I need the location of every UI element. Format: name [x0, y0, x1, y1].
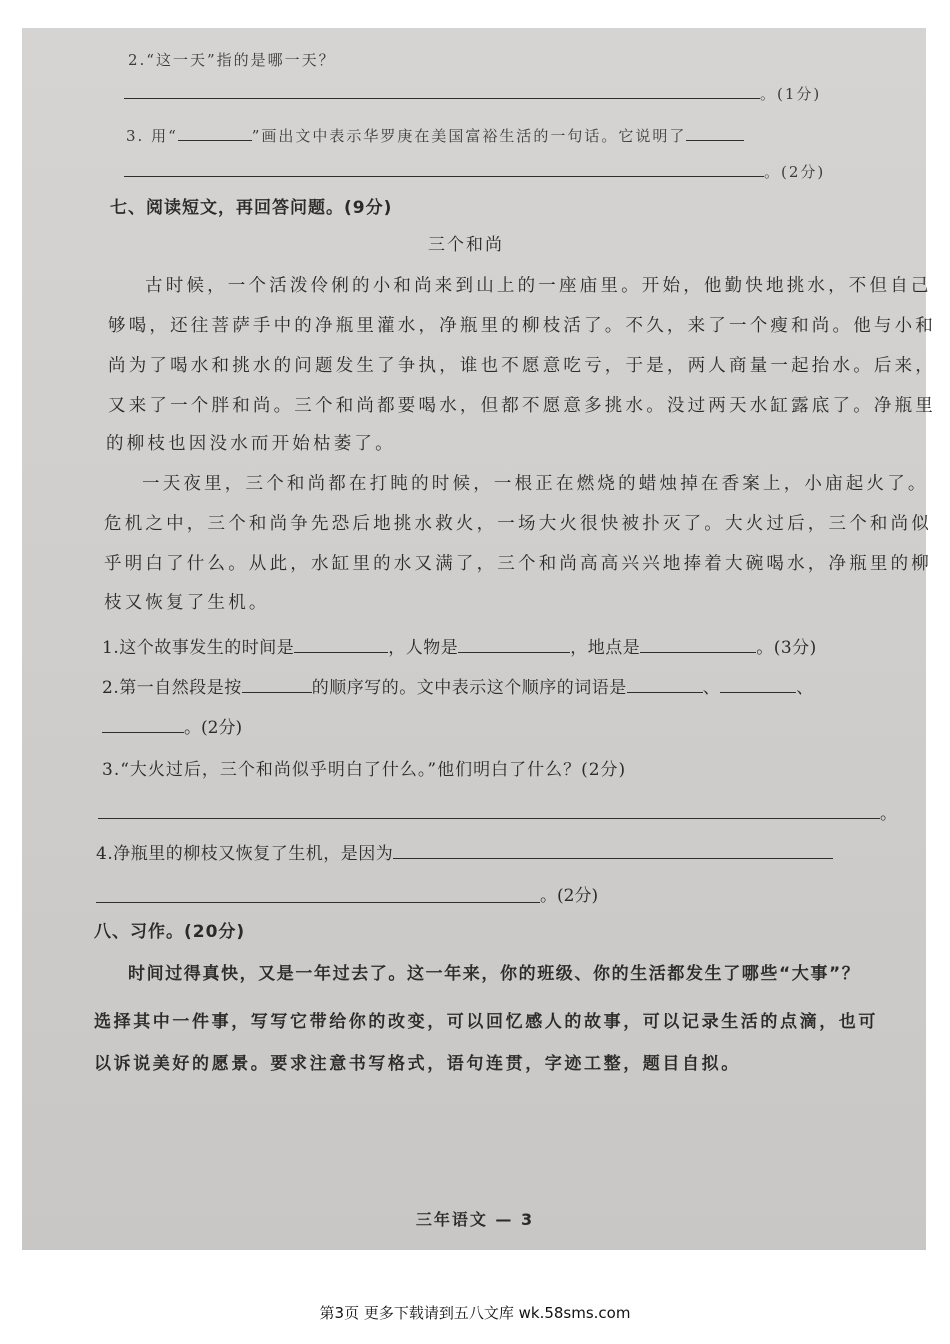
passage-line: 危机之中，三个和尚争先恐后地挑水救火，一场大火很快被扑灭了。大火过后，三个和尚似	[104, 514, 932, 534]
answer-line	[124, 98, 760, 99]
question-7-3: 3.“大火过后，三个和尚似乎明白了什么。”他们明白了什么？(2分)	[102, 760, 627, 780]
answer-blank	[627, 674, 703, 693]
question-text: ，人物是	[388, 638, 459, 658]
question-text: 1.这个故事发生的时间是	[102, 638, 295, 658]
answer-blank	[393, 840, 833, 859]
essay-prompt-line: 选择其中一件事，写写它带给你的改变，可以回忆感人的故事，可以记录生活的点滴，也可	[94, 1012, 878, 1032]
question-6-2: 2.“这一天”指的是哪一天？	[128, 51, 336, 69]
passage-title: 三个和尚	[428, 235, 504, 255]
score-label: 。(2分)	[184, 718, 243, 738]
score-label: 。(1分)	[760, 85, 822, 103]
question-text: 2.第一自然段是按	[102, 678, 242, 698]
passage-line: 古时候，一个活泼伶俐的小和尚来到山上的一座庙里。开始，他勤快地挑水，不但自己	[145, 276, 932, 296]
answer-blank	[102, 714, 184, 733]
question-text: ，地点是	[570, 638, 641, 658]
page-number-label: 三年语文 — 3	[415, 1210, 535, 1229]
question-text: 的顺序写的。文中表示这个顺序的词语是	[311, 678, 627, 698]
score-label: 。(2分)	[540, 886, 599, 906]
question-7-1	[102, 634, 817, 660]
answer-blank	[686, 122, 744, 141]
essay-prompt-line: 时间过得真快，又是一年过去了。这一年来，你的班级、你的生活都发生了哪些“大事”？	[128, 964, 861, 984]
answer-line	[124, 176, 764, 177]
question-text: 3. 用“	[126, 127, 178, 145]
passage-line: 够喝，还往菩萨手中的净瓶里灌水，净瓶里的柳枝活了。不久，来了一个瘦和尚。他与小和	[108, 316, 936, 336]
answer-blank	[720, 674, 796, 693]
score-label: 。(3分)	[756, 638, 817, 658]
answer-blank	[178, 122, 252, 141]
answer-line	[96, 902, 540, 903]
answer-blank	[458, 634, 570, 653]
separator: 、	[702, 678, 721, 698]
separator: 、	[796, 678, 814, 698]
footer-watermark-text: 第3页 更多下载请到五八文库 wk.58sms.com	[319, 1304, 631, 1322]
section-heading-8: 八、习作。(20分)	[94, 922, 246, 942]
answer-blank	[294, 634, 388, 653]
answer-line	[98, 818, 880, 819]
passage-line: 枝又恢复了生机。	[104, 593, 270, 613]
passage-line: 又来了一个胖和尚。三个和尚都要喝水，但都不愿意多挑水。没过两天水缸露底了。净瓶里	[108, 396, 936, 416]
question-7-4	[96, 840, 833, 866]
passage-line: 尚为了喝水和挑水的问题发生了争执，谁也不愿意吃亏，于是，两人商量一起抬水。后来，	[108, 356, 936, 376]
passage-line: 的柳枝也因没水而开始枯萎了。	[106, 434, 396, 454]
line-end-mark: 。	[880, 804, 897, 824]
essay-prompt-line: 以诉说美好的愿景。要求注意书写格式，语句连贯，字迹工整，题目自拟。	[94, 1054, 741, 1074]
question-7-2	[102, 674, 814, 700]
answer-blank	[640, 634, 756, 653]
answer-blank	[242, 674, 312, 693]
question-6-3	[126, 122, 744, 148]
score-label: 。(2分)	[764, 163, 826, 181]
passage-line: 一天夜里，三个和尚都在打盹的时候，一根正在燃烧的蜡烛掉在香案上，小庙起火了。	[142, 474, 929, 494]
question-text: 4.净瓶里的柳枝又恢复了生机，是因为	[96, 844, 394, 864]
passage-line: 乎明白了什么。从此，水缸里的水又满了，三个和尚高高兴兴地捧着大碗喝水，净瓶里的柳	[104, 554, 932, 574]
question-text: ”画出文中表示华罗庚在美国富裕生活的一句话。它说明了	[251, 127, 687, 145]
section-heading-7: 七、阅读短文，再回答问题。(9分)	[110, 198, 393, 218]
question-7-2-cont	[102, 714, 242, 740]
